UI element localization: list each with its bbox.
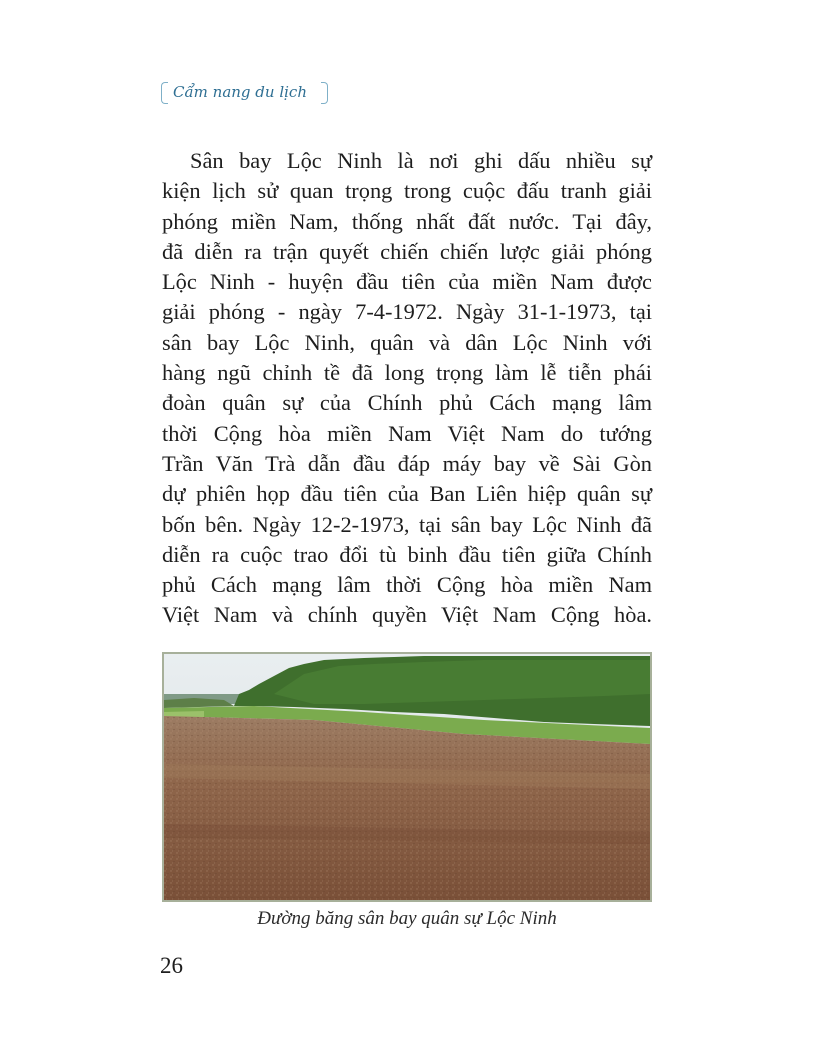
page-number: 26 [160, 953, 183, 978]
paragraph-line: đã diễn ra trận quyết chiến chiến lược giải phóng [162, 238, 652, 264]
header-bracket-right [321, 82, 328, 104]
header-bracket-left [161, 82, 168, 104]
paragraph-line: Việt Nam và chính quyền Việt Nam Cộng hòa. [162, 602, 652, 628]
airstrip-illustration [164, 654, 650, 900]
paragraph-line: Lộc Ninh - huyện đầu tiên của miền Nam được [162, 269, 652, 295]
body-paragraph [162, 146, 652, 631]
paragraph-line: đoàn quân sự của Chính phủ Cách mạng lâm [162, 390, 652, 416]
paragraph-line: dự phiên họp đầu tiên của Ban Liên hiệp quân sự [162, 481, 652, 507]
paragraph-line: sân bay Lộc Ninh, quân và dân Lộc Ninh với [162, 329, 652, 355]
paragraph-line: hàng ngũ chỉnh tề đã long trọng làm lễ tiễn phái [162, 360, 652, 386]
paragraph-line: phóng miền Nam, thống nhất đất nước. Tại đây, [162, 208, 652, 234]
paragraph-line: giải phóng - ngày 7-4-1972. Ngày 31-1-1973, tại [162, 299, 652, 325]
paragraph-line: kiện lịch sử quan trọng trong cuộc đấu tranh giải [162, 178, 652, 204]
airstrip-photo [162, 652, 652, 902]
paragraph-line: Sân bay Lộc Ninh là nơi ghi dấu nhiều sự [190, 148, 652, 173]
running-header [161, 80, 331, 106]
paragraph-line: phủ Cách mạng lâm thời Cộng hòa miền Nam [162, 572, 652, 598]
paragraph-line: thời Cộng hòa miền Nam Việt Nam do tướng [162, 420, 652, 446]
paragraph-line: diễn ra cuộc trao đổi tù binh đầu tiên giữa Chính [162, 541, 652, 567]
running-header-title: Cẩm nang du lịch [173, 83, 307, 101]
paragraph-line: bốn bên. Ngày 12-2-1973, tại sân bay Lộc Ninh đã [162, 511, 652, 537]
photo-caption: Đường băng sân bay quân sự Lộc Ninh [257, 908, 557, 929]
paragraph-line: Trần Văn Trà dẫn đầu đáp máy bay về Sài Gòn [162, 450, 652, 476]
